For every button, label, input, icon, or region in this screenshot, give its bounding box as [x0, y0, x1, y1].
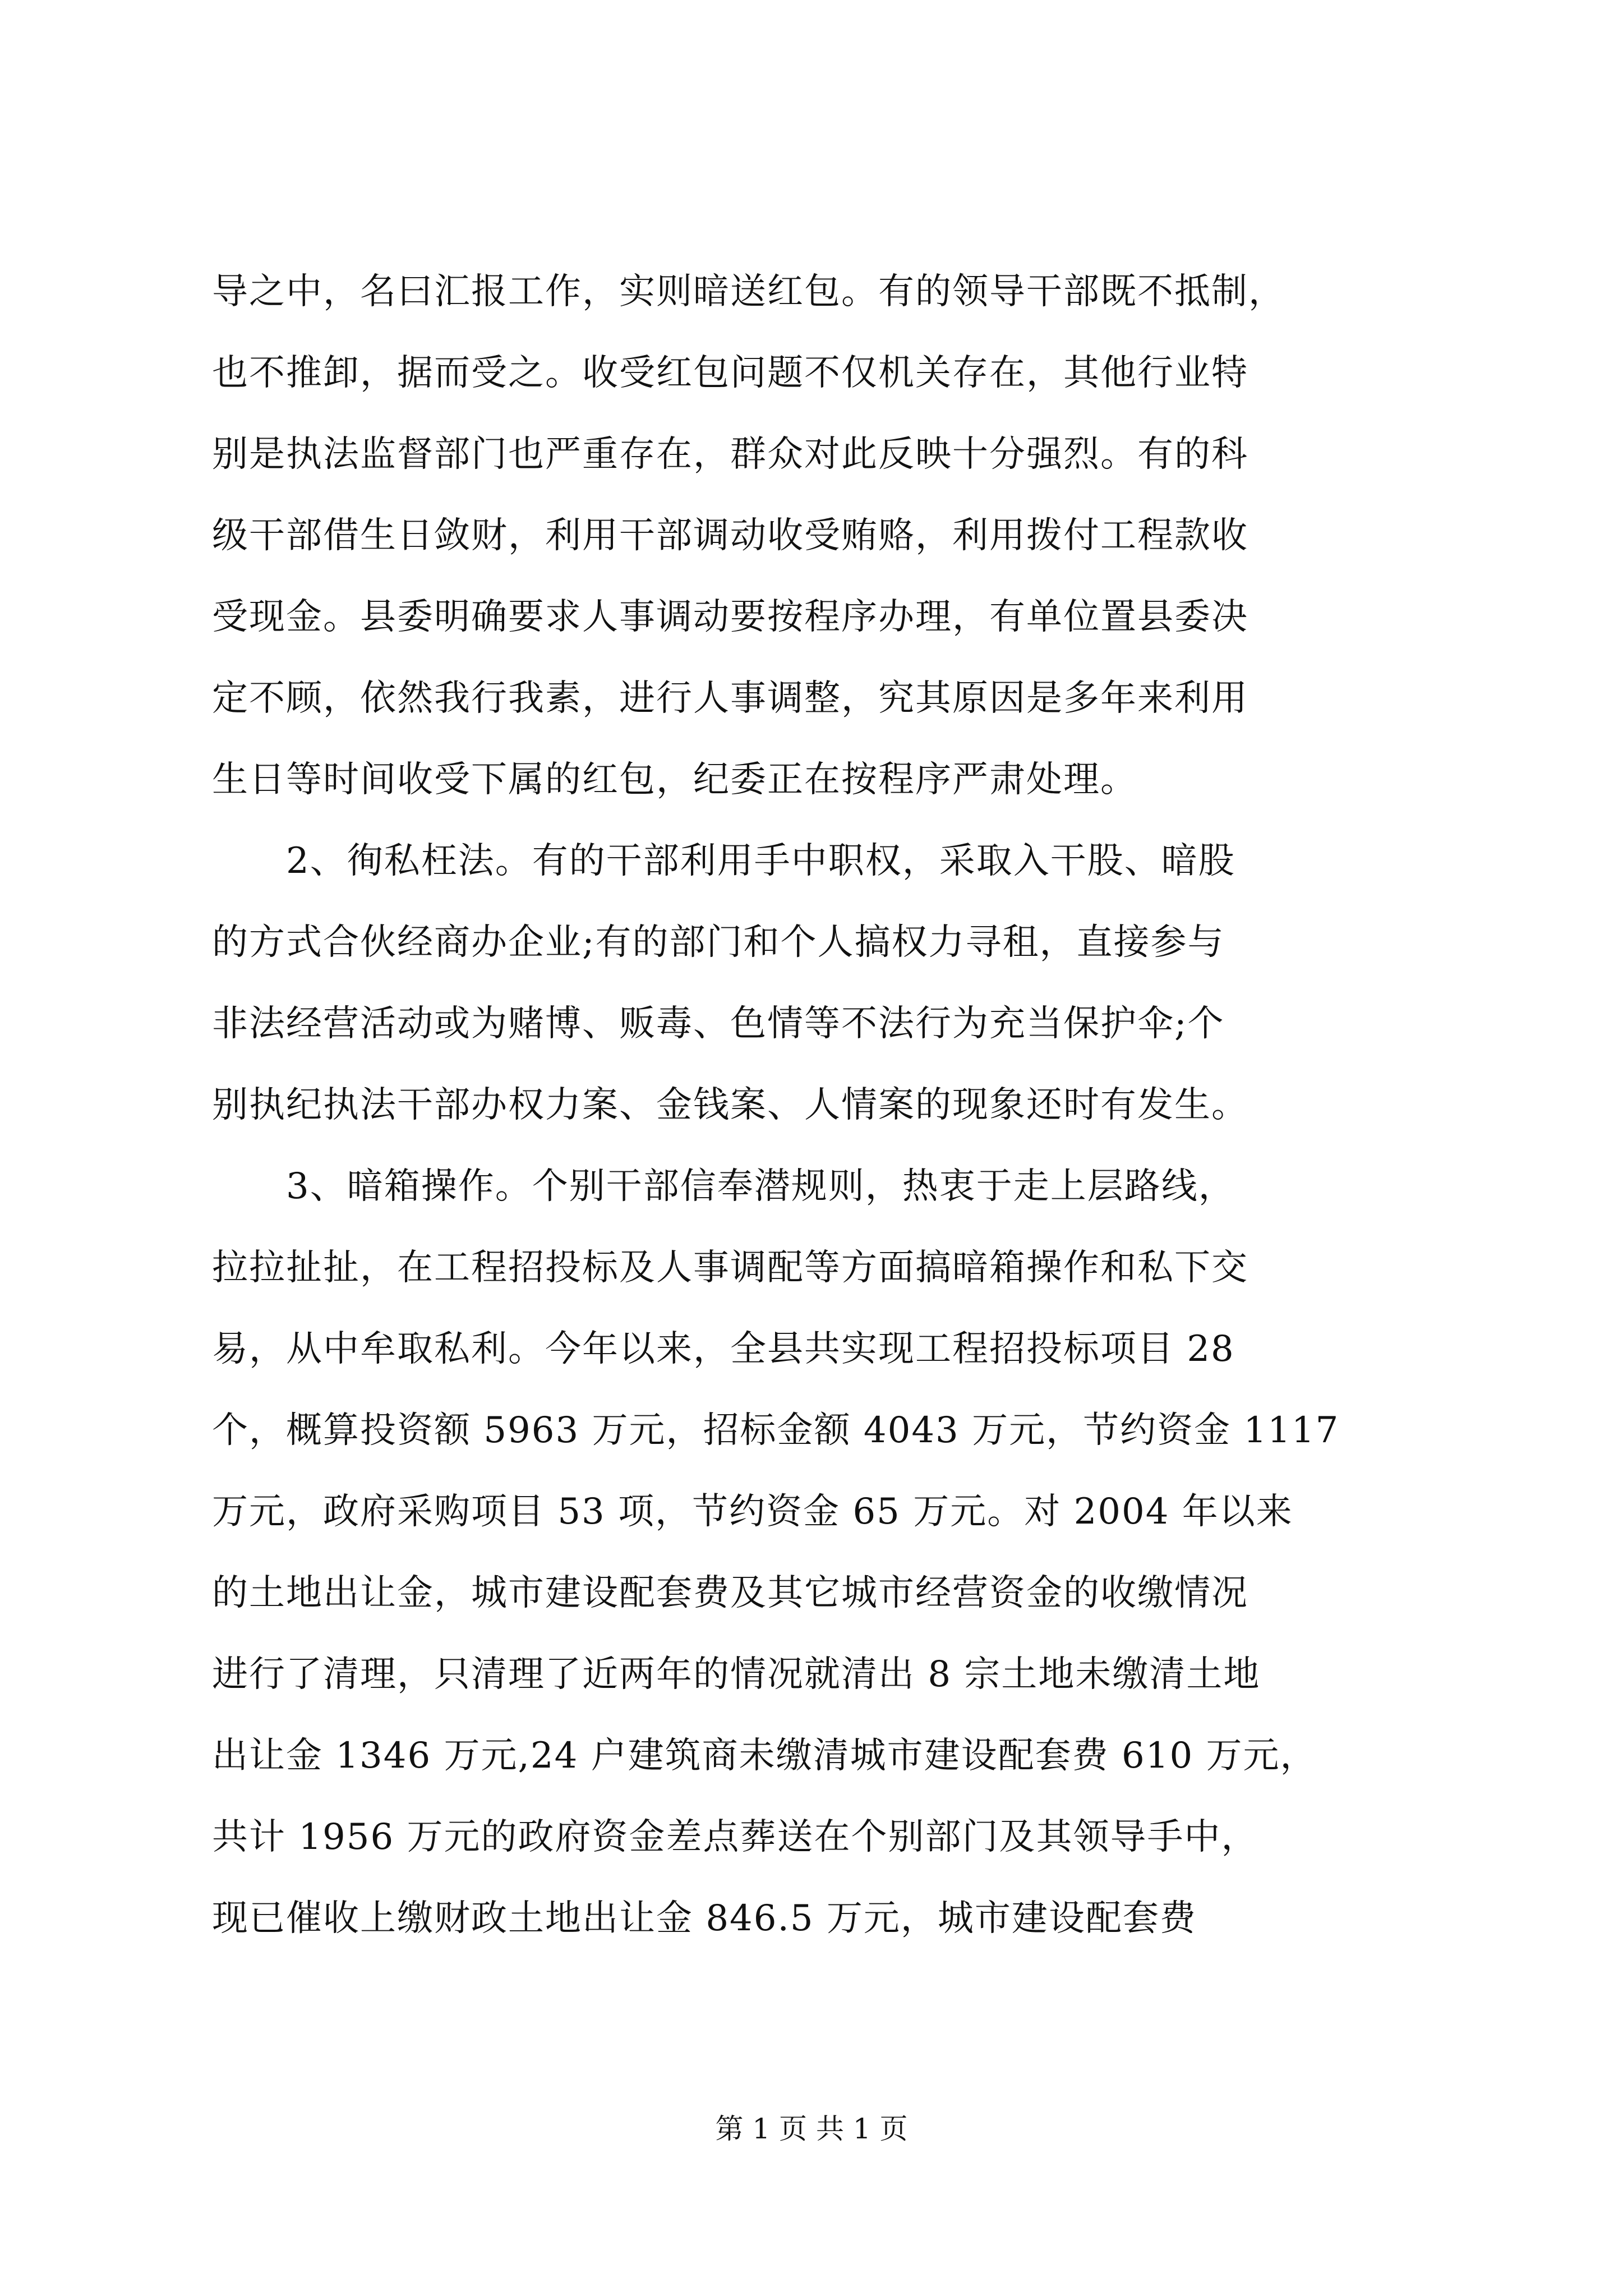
text-line-7: 生日等时间收受下属的红包，纪委正在按程序严肃处理。 — [212, 759, 1137, 800]
text-line-14: 易，从中牟取私利。今年以来，全县共实现工程招投标项目 28 — [212, 1328, 1235, 1370]
text-line-3: 别是执法监督部门也严重存在，群众对此反映十分强烈。有的科 — [212, 434, 1248, 475]
page-footer: 第 1 页 共 1 页 — [715, 2113, 908, 2145]
text-line-12: 3、暗箱操作。个别干部信奉潜规则，热衷于走上层路线， — [212, 1166, 1235, 1207]
text-line-18: 进行了清理，只清理了近两年的情况就清出 8 宗土地未缴清土地 — [212, 1654, 1261, 1695]
text-line-20: 共计 1956 万元的政府资金差点葬送在个别部门及其领导手中， — [212, 1816, 1258, 1858]
text-line-13: 拉拉扯扯，在工程招投标及人事调配等方面搞暗箱操作和私下交 — [212, 1247, 1248, 1289]
text-line-4: 级干部借生日敛财，利用干部调动收受贿赂，利用拨付工程款收 — [212, 515, 1248, 556]
text-line-11: 别执纪执法干部办权力案、金钱案、人情案的现象还时有发生。 — [212, 1084, 1248, 1126]
text-line-2: 也不推卸，据而受之。收受红包问题不仅机关存在，其他行业特 — [212, 352, 1248, 394]
text-line-5: 受现金。县委明确要求人事调动要按程序办理，有单位置县委决 — [212, 596, 1248, 638]
text-line-1: 导之中，名曰汇报工作，实则暗送红包。有的领导干部既不抵制， — [212, 271, 1285, 312]
text-line-19: 出让金 1346 万元,24 户建筑商未缴清城市建设配套费 610 万元， — [212, 1735, 1317, 1777]
text-line-17: 的土地出让金，城市建设配套费及其它城市经营资金的收缴情况 — [212, 1572, 1248, 1614]
text-line-8: 2、徇私枉法。有的干部利用手中职权，采取入干股、暗股 — [212, 840, 1235, 882]
text-line-16: 万元，政府采购项目 53 项，节约资金 65 万元。对 2004 年以来 — [212, 1491, 1293, 1533]
body-text — [212, 251, 1418, 1959]
text-line-6: 定不顾，依然我行我素，进行人事调整，究其原因是多年来利用 — [212, 678, 1248, 719]
text-line-10: 非法经营活动或为赌博、贩毒、色情等不法行为充当保护伞;个 — [212, 1003, 1225, 1045]
text-line-15: 个，概算投资额 5963 万元，招标金额 4043 万元，节约资金 1117 — [212, 1410, 1340, 1451]
text-line-9: 的方式合伙经商办企业;有的部门和个人搞权力寻租，直接参与 — [212, 922, 1225, 963]
text-line-21: 现已催收上缴财政土地出让金 846.5 万元，城市建设配套费 — [212, 1898, 1197, 1939]
